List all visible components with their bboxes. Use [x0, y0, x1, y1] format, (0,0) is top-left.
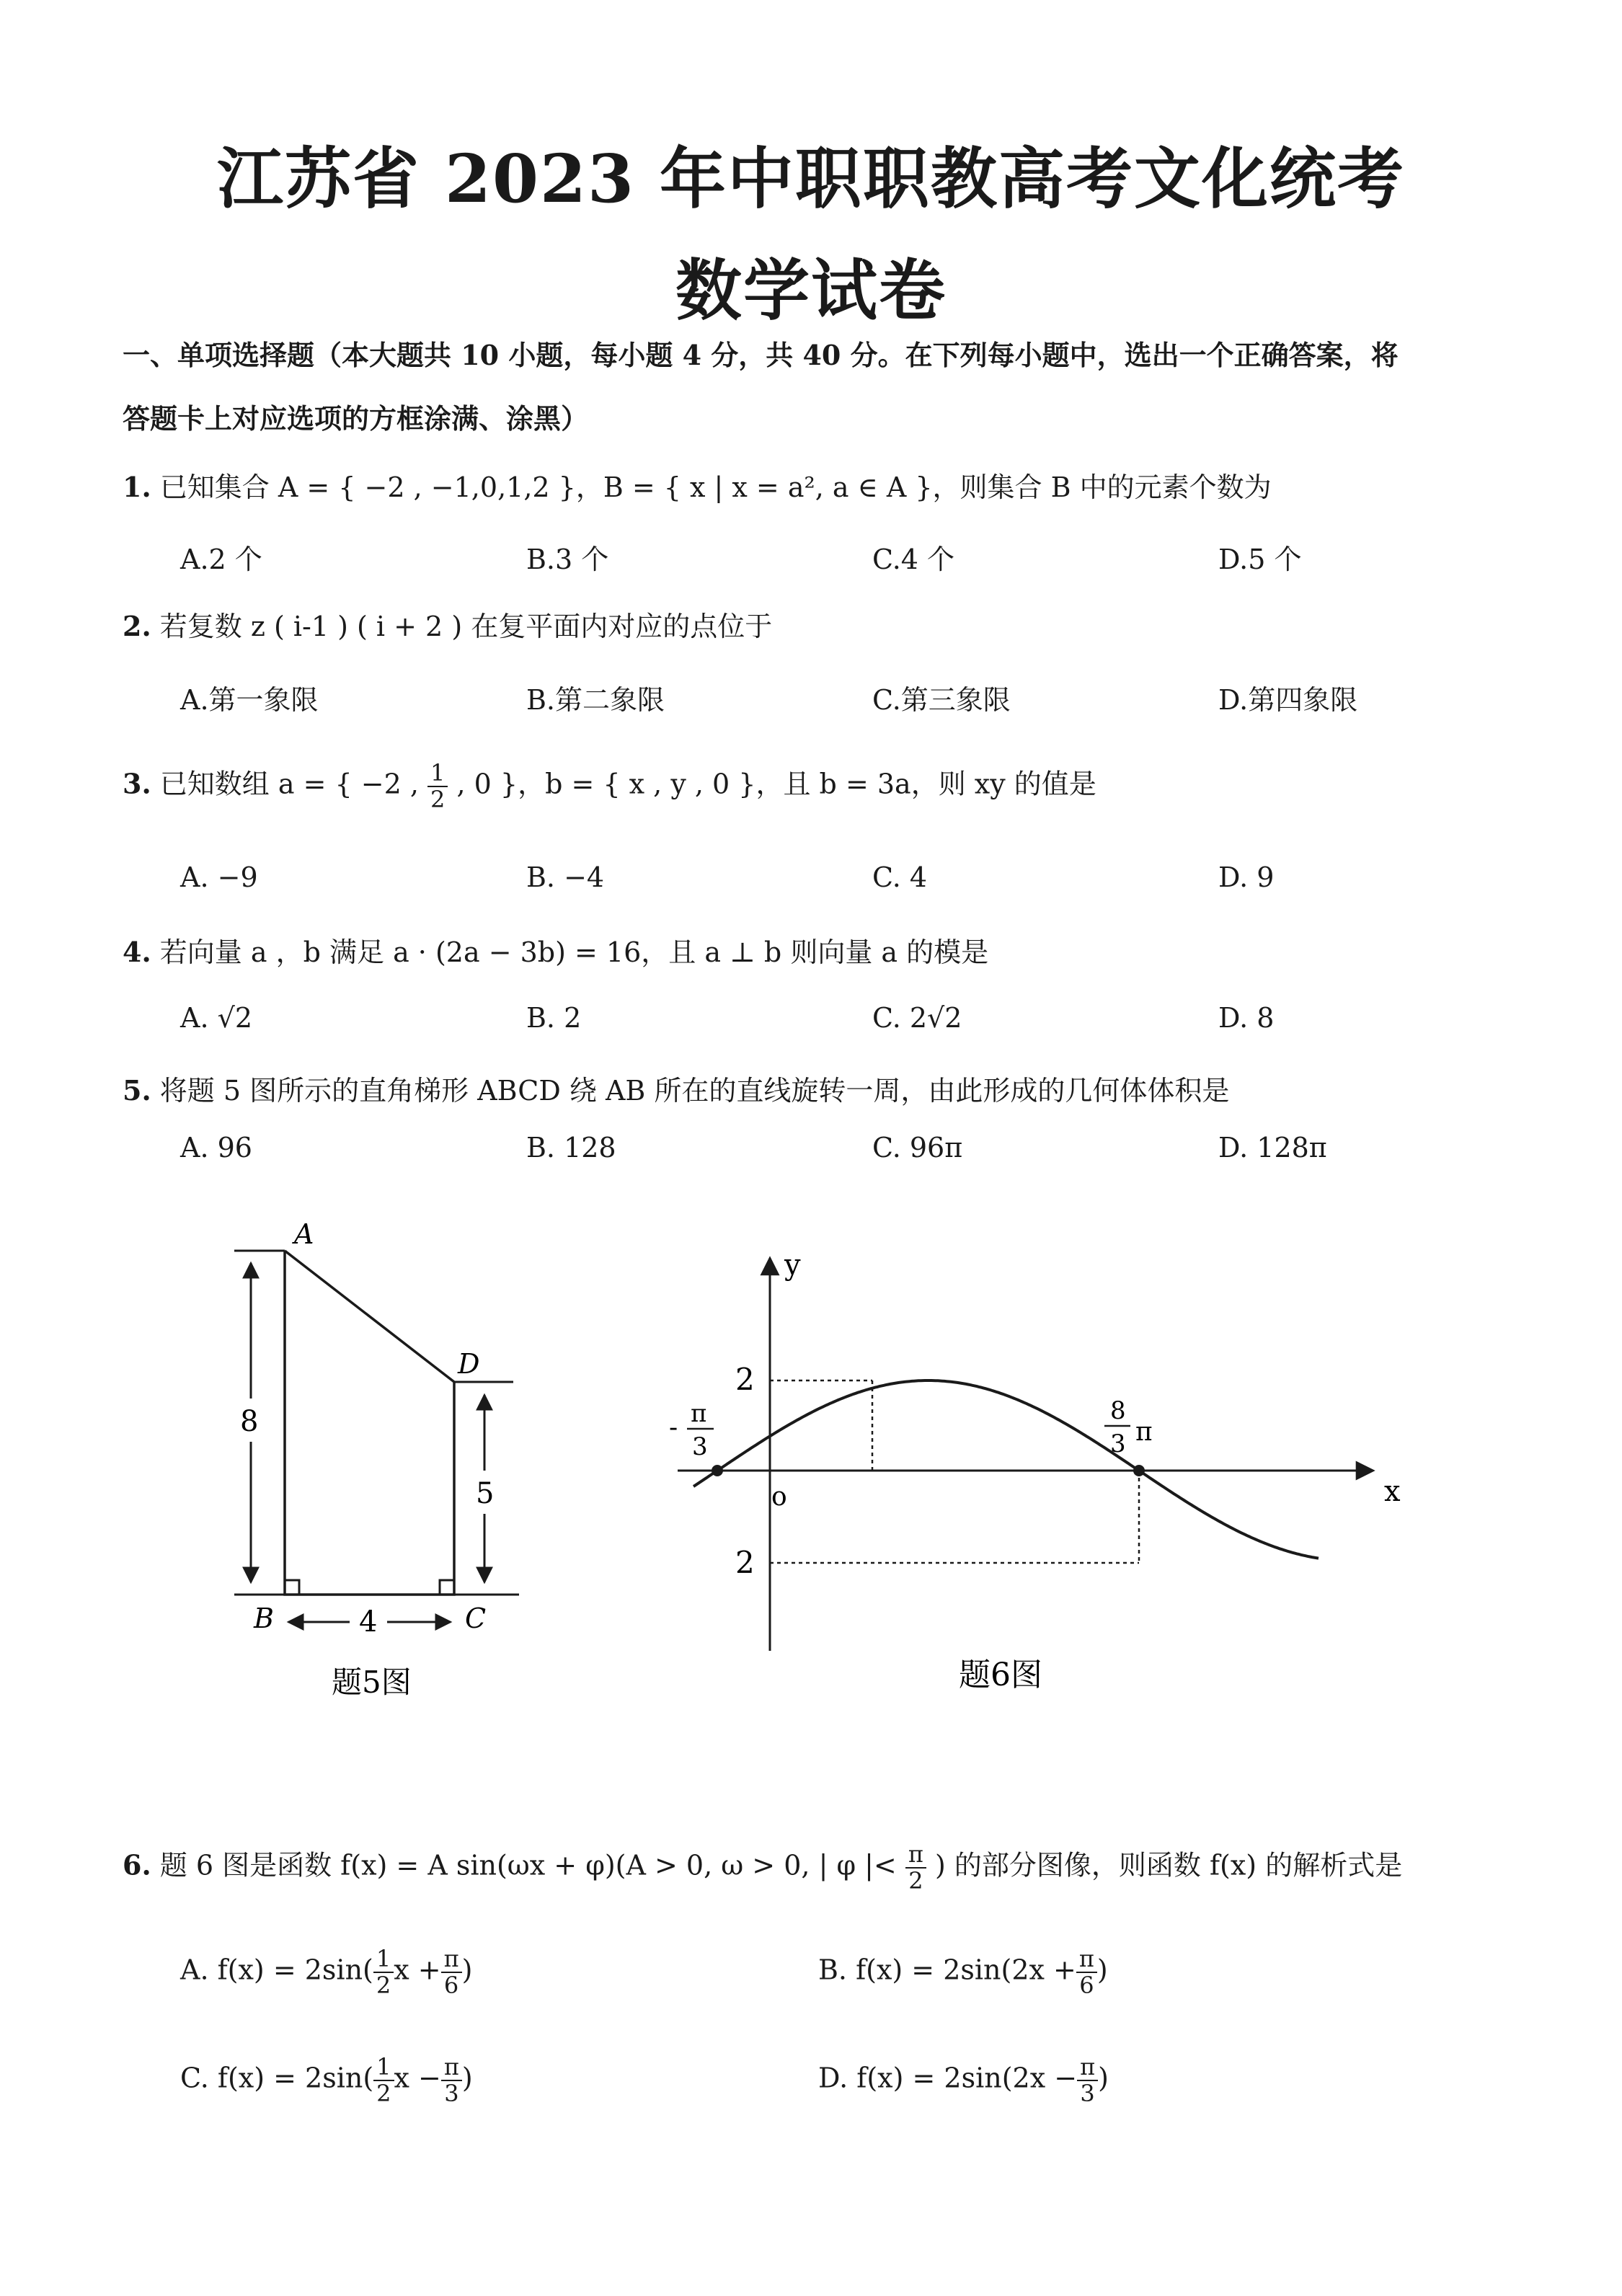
- question-stem: 已知集合 A = { −2 , −1,0,1,2 }，B = { x | x = a², a ∈ A }，则集合 B 中的元素个数为: [159, 471, 1272, 503]
- question-stem-pre: 题 6 图是函数 f(x) = A sin(ωx + φ)(A > 0, ω > 0, | φ |<: [159, 1849, 897, 1881]
- option-a[interactable]: A. 96: [180, 1132, 252, 1163]
- amplitude-bottom-label: 2: [735, 1545, 755, 1580]
- option-a[interactable]: A.第一象限: [180, 684, 319, 716]
- sine-curve: [693, 1380, 1319, 1559]
- question-number: 6.: [123, 1848, 151, 1881]
- exam-title-line2: 数学试卷: [675, 252, 947, 329]
- question-5: [123, 1068, 1229, 1108]
- section1-instructions-line1: 一、单项选择题（本大题共 10 小题，每小题 4 分，共 40 分。在下列每小题中，选出一个正确答案，将: [123, 339, 1399, 371]
- question-stem-pre: 已知数组 a = { −2 ,: [159, 768, 419, 800]
- question-1: [123, 465, 1272, 505]
- option-b[interactable]: B. f(x) = 2sin(2x + $\frac{\pi}{6}$ ): [818, 1945, 1108, 2000]
- right-point-pi: π: [1135, 1417, 1153, 1447]
- question-number: 5.: [123, 1074, 151, 1107]
- y-axis-label: y: [784, 1249, 801, 1282]
- option-c[interactable]: C. 96π: [872, 1132, 963, 1163]
- option-a[interactable]: A. f(x) = 2sin( $\frac{1}{2}$ x + $\frac{\pi}{6}$ ): [180, 1945, 473, 2000]
- option-d[interactable]: D. f(x) = 2sin(2x − $\frac{\pi}{3}$ ): [818, 2053, 1109, 2108]
- figure-6-caption: 题6图: [959, 1657, 1042, 1693]
- origin-label: o: [771, 1482, 787, 1512]
- amplitude-top-label: 2: [735, 1362, 755, 1397]
- figure-5-caption: 题5图: [332, 1665, 412, 1700]
- section1-instructions-line2: 答题卡上对应选项的方框涂满、涂黑）: [123, 402, 589, 435]
- option-b[interactable]: B.3 个: [526, 544, 609, 575]
- label-a: A: [294, 1218, 314, 1250]
- figure-6-sine-graph: [663, 1233, 1442, 1694]
- left-zero-denominator: 3: [692, 1432, 708, 1461]
- option-c[interactable]: C. 4: [872, 861, 928, 893]
- right-point-numerator: 8: [1110, 1396, 1126, 1425]
- option-b[interactable]: B.第二象限: [526, 684, 665, 716]
- label-b: B: [254, 1603, 274, 1634]
- option-b[interactable]: B. −4: [526, 861, 605, 893]
- question-stem: 若向量 a ，b 满足 a · (2a − 3b) = 16，且 a ⊥ b 则向量 a 的模是: [159, 936, 989, 968]
- zero-point-left: [712, 1465, 723, 1476]
- option-d[interactable]: D.5 个: [1218, 544, 1302, 575]
- option-a[interactable]: A. √2: [180, 1002, 252, 1034]
- option-d[interactable]: D.第四象限: [1218, 684, 1358, 716]
- question-number: 4.: [123, 936, 151, 968]
- option-a[interactable]: A.2 个: [180, 544, 262, 575]
- label-c: C: [465, 1603, 487, 1634]
- x-axis-label: x: [1384, 1475, 1401, 1508]
- option-c[interactable]: C. f(x) = 2sin( $\frac{1}{2}$ x − $\frac{\pi}{3}$ ): [180, 2053, 473, 2108]
- fraction: $\frac{1}{2}$: [427, 761, 448, 812]
- label-d: D: [458, 1348, 480, 1380]
- dim-label-5: 5: [476, 1477, 495, 1510]
- dim-label-4: 4: [359, 1605, 378, 1639]
- left-zero-numerator: π: [691, 1399, 707, 1428]
- question-2: [123, 604, 772, 644]
- question-number: 3.: [123, 767, 151, 800]
- question-number: 1.: [123, 471, 151, 503]
- question-stem: 将题 5 图所示的直角梯形 ABCD 绕 AB 所在的直线旋转一周，由此形成的几何体体积是: [159, 1075, 1230, 1107]
- left-zero-sign: -: [669, 1413, 678, 1442]
- zero-point-right: [1133, 1465, 1145, 1476]
- option-b[interactable]: B. 128: [526, 1132, 616, 1163]
- option-d[interactable]: D. 9: [1218, 861, 1275, 893]
- option-d[interactable]: D. 8: [1218, 1002, 1275, 1034]
- question-stem-post: ) 的部分图像，则函数 f(x) 的解析式是: [935, 1849, 1403, 1881]
- question-4: [123, 930, 988, 970]
- figure-5-trapezoid: [216, 1211, 548, 1716]
- option-c[interactable]: C. 2√2: [872, 1002, 962, 1034]
- question-number: 2.: [123, 610, 151, 642]
- question-6: [123, 1842, 1402, 1894]
- question-stem: 若复数 z ( i-1 ) ( i + 2 ) 在复平面内对应的点位于: [159, 611, 773, 642]
- option-b[interactable]: B. 2: [526, 1002, 582, 1034]
- right-point-denominator: 3: [1110, 1430, 1126, 1458]
- option-a[interactable]: A. −9: [180, 861, 258, 893]
- exam-title-line1: 江苏省 2023 年中职职教高考文化统考: [216, 140, 1406, 218]
- option-c[interactable]: C.第三象限: [872, 684, 1011, 716]
- dim-label-8: 8: [240, 1405, 259, 1438]
- option-c[interactable]: C.4 个: [872, 544, 955, 575]
- trapezoid-outline: [285, 1251, 454, 1595]
- fraction: $\frac{\pi}{2}$: [905, 1842, 926, 1894]
- option-d[interactable]: D. 128π: [1218, 1132, 1327, 1163]
- question-stem-post: , 0 }，b = { x , y , 0 }，且 b = 3a，则 xy 的值是: [456, 768, 1096, 800]
- question-3: [123, 761, 1096, 812]
